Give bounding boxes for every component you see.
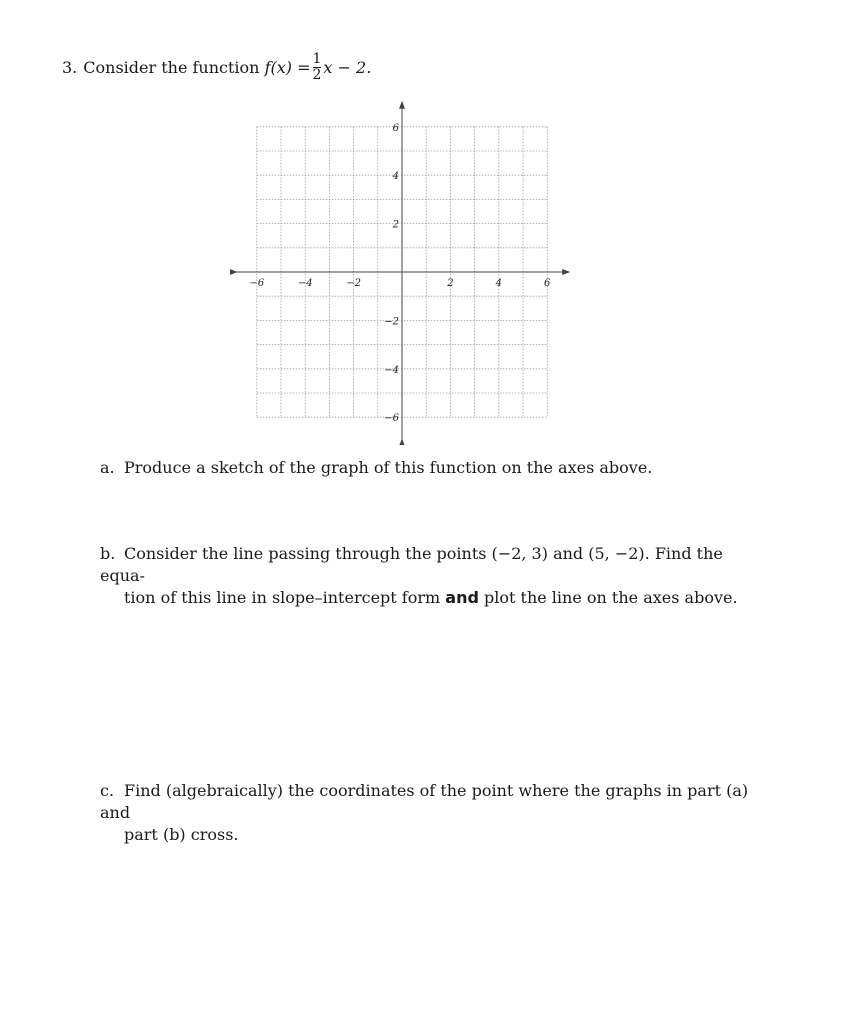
- part-b-text-line2-post: plot the line on the axes above.: [484, 588, 738, 607]
- y-tick-label: 4: [392, 171, 399, 183]
- x-tick-label: −2: [346, 278, 361, 289]
- y-tick-labels: [384, 123, 399, 424]
- fraction-numerator: 1: [312, 51, 322, 67]
- part-a: [100, 457, 760, 479]
- function-lhs: f(x) =: [264, 57, 311, 77]
- problem-header: [62, 52, 371, 83]
- part-a-text: Produce a sketch of the graph of this function on the axes above.: [124, 458, 653, 477]
- x-tick-label: 6: [544, 278, 551, 289]
- x-tick-label: 2: [447, 278, 454, 289]
- y-tick-label: 6: [392, 122, 399, 134]
- part-b-bold-word: and: [445, 588, 479, 607]
- coordinate-grid: [230, 100, 580, 445]
- x-tick-labels: [249, 278, 551, 289]
- x-tick-label: −4: [297, 278, 313, 289]
- part-b-text-line2-pre: tion of this line in slope–intercept form: [124, 588, 441, 607]
- part-b: [100, 543, 760, 609]
- part-b-label: b.: [100, 544, 116, 563]
- fraction-denominator: 2: [312, 67, 322, 83]
- part-c-label: c.: [100, 781, 115, 800]
- part-c-text-line1: Find (algebraically) the coordinates of the point where the graphs in part (a) and: [100, 781, 749, 822]
- function-rest: x − 2.: [323, 57, 372, 77]
- y-tick-label: 2: [392, 219, 399, 231]
- problem-number: 3.: [62, 57, 78, 77]
- y-tick-label: −6: [384, 413, 399, 425]
- y-tick-label: −4: [384, 364, 399, 376]
- part-c: [100, 780, 760, 846]
- part-a-label: a.: [100, 458, 115, 477]
- axes: [237, 102, 569, 439]
- part-b-text-line1: Consider the line passing through the points (−2, 3) and (5, −2). Find the equa-: [100, 544, 723, 585]
- x-tick-label: −6: [249, 278, 265, 289]
- part-c-text-line2: part (b) cross.: [124, 825, 239, 844]
- problem-intro: Consider the function: [83, 57, 260, 77]
- fraction: [313, 52, 322, 83]
- y-tick-label: −2: [384, 316, 399, 328]
- x-tick-label: 4: [495, 278, 502, 289]
